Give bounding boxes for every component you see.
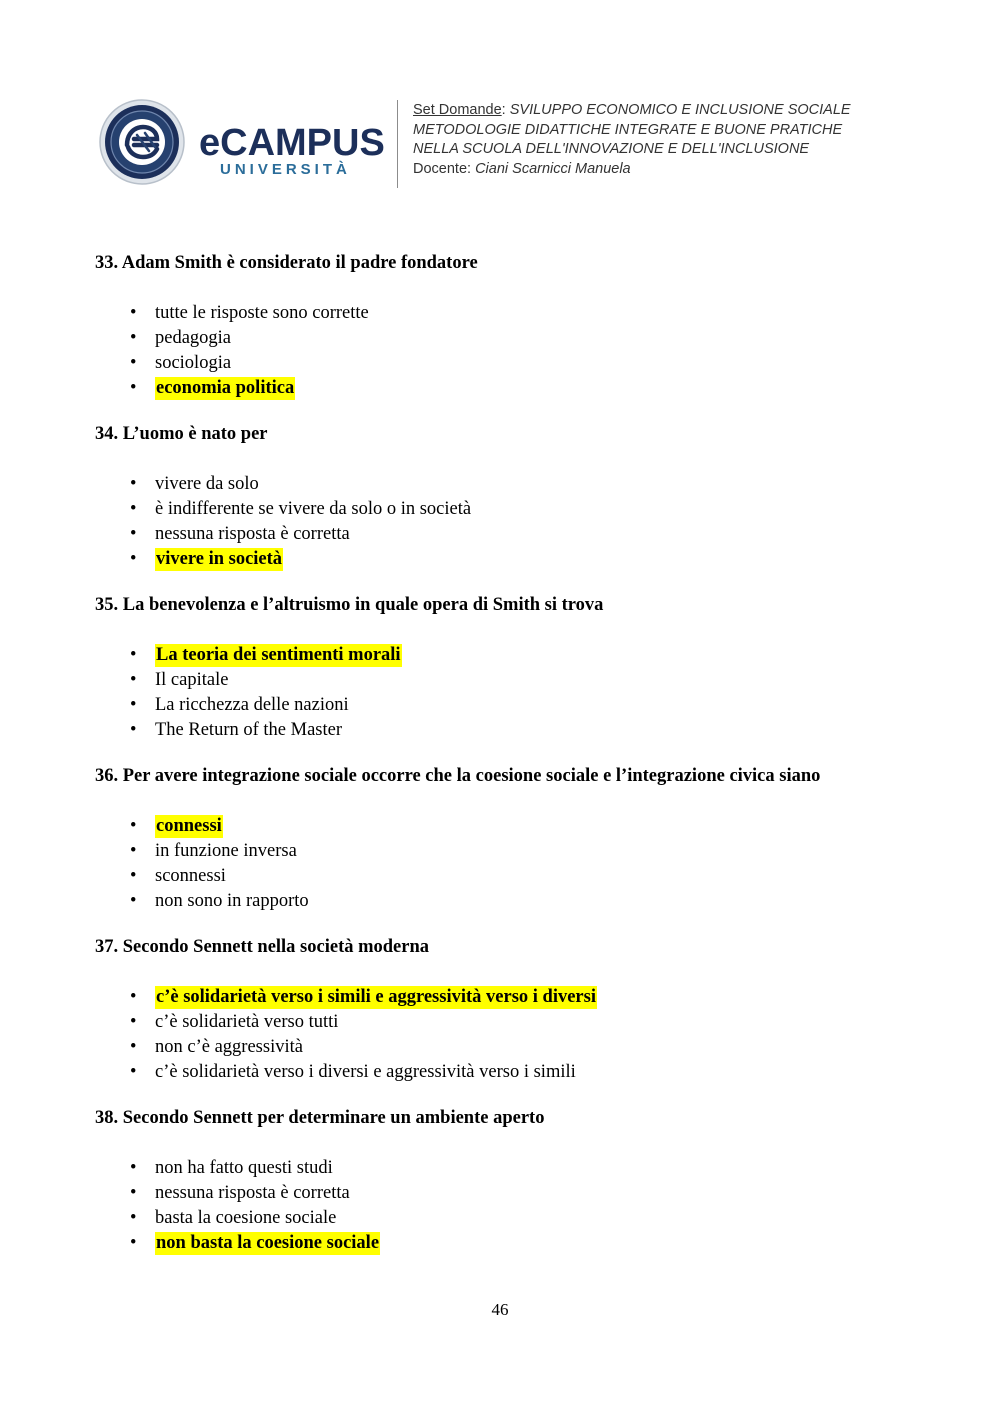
question-35 xyxy=(95,594,915,743)
bullet-icon: • xyxy=(130,303,137,323)
answer-text: in funzione inversa xyxy=(155,841,297,861)
question-title: 38. Secondo Sennett per determinare un ambiente aperto xyxy=(95,1108,545,1128)
bullet-icon: • xyxy=(130,645,137,665)
bullet-icon: • xyxy=(130,695,137,715)
answer-item-correct xyxy=(95,547,915,572)
question-33 xyxy=(95,252,915,401)
spacer xyxy=(95,401,915,423)
question-title: 36. Per avere integrazione sociale occorre che la coesione sociale e l’integrazione civica siano xyxy=(95,766,821,786)
answer-text: nessuna risposta è corretta xyxy=(155,1183,350,1203)
answer-text: basta la coesione sociale xyxy=(155,1208,337,1228)
bullet-icon: • xyxy=(130,891,137,911)
answer-item xyxy=(95,301,915,326)
answer-item-correct xyxy=(95,985,915,1010)
question-title: 34. L’uomo è nato per xyxy=(95,424,268,444)
bullet-icon: • xyxy=(130,670,137,690)
bullet-icon: • xyxy=(130,353,137,373)
answer-item xyxy=(95,326,915,351)
header-course-info xyxy=(413,101,893,179)
answer-item xyxy=(95,1156,915,1181)
ecampus-subtitle: UNIVERSITÀ xyxy=(220,161,351,178)
answer-item xyxy=(95,1035,915,1060)
question-37 xyxy=(95,936,915,1085)
set-line xyxy=(413,101,893,121)
spacer xyxy=(95,1085,915,1107)
spacer xyxy=(95,572,915,594)
teacher-name: Ciani Scarnicci Manuela xyxy=(475,160,631,177)
answer-item xyxy=(95,839,915,864)
answer-item xyxy=(95,718,915,743)
question-title: 35. La benevolenza e l’altruismo in quale opera di Smith si trova xyxy=(95,595,604,615)
answer-text: The Return of the Master xyxy=(155,720,342,740)
question-36 xyxy=(95,765,915,914)
bullet-icon: • xyxy=(130,1233,137,1253)
answer-text: non c’è aggressività xyxy=(155,1037,303,1057)
page-header xyxy=(96,96,896,192)
answer-item xyxy=(95,351,915,376)
answer-list xyxy=(95,301,915,401)
answer-item xyxy=(95,497,915,522)
bullet-icon: • xyxy=(130,1158,137,1178)
answer-text: c’è solidarietà verso i diversi e aggressività verso i simili xyxy=(155,1062,576,1082)
answer-text: sconnessi xyxy=(155,866,226,886)
bullet-icon: • xyxy=(130,720,137,740)
header-divider xyxy=(397,100,398,188)
question-34 xyxy=(95,423,915,572)
bullet-icon: • xyxy=(130,1208,137,1228)
answer-text: tutte le risposte sono corrette xyxy=(155,303,369,323)
answer-item xyxy=(95,1060,915,1085)
correct-answer-text: La teoria dei sentimenti morali xyxy=(156,645,401,665)
answer-item xyxy=(95,1181,915,1206)
spacer xyxy=(95,743,915,765)
set-label: Set Domande xyxy=(413,102,502,118)
question-list xyxy=(95,252,915,1256)
bullet-icon: • xyxy=(130,499,137,519)
bullet-icon: • xyxy=(130,987,137,1007)
answer-text: c’è solidarietà verso tutti xyxy=(155,1012,339,1032)
answer-item-correct xyxy=(95,1231,915,1256)
answer-text: è indifferente se vivere da solo o in società xyxy=(155,499,472,519)
correct-answer-text: non basta la coesione sociale xyxy=(156,1233,380,1253)
teacher-line xyxy=(413,160,893,180)
answer-item-correct xyxy=(95,814,915,839)
question-title: 37. Secondo Sennett nella società moderna xyxy=(95,937,430,957)
bullet-icon: • xyxy=(130,1037,137,1057)
correct-answer-text: economia politica xyxy=(156,378,295,398)
answer-item xyxy=(95,864,915,889)
teacher-label: Docente: xyxy=(413,160,476,177)
question-38 xyxy=(95,1107,915,1256)
course-line-2: NELLA SCUOLA DELL'INNOVAZIONE E DELL'INCLUSIONE xyxy=(413,141,810,157)
ecampus-seal-logo xyxy=(99,99,185,185)
answer-text: pedagogia xyxy=(155,328,232,348)
bullet-icon: • xyxy=(130,474,137,494)
answer-item xyxy=(95,693,915,718)
answer-text: non sono in rapporto xyxy=(155,891,309,911)
answer-item xyxy=(95,472,915,497)
answer-text: vivere da solo xyxy=(155,474,259,494)
answer-text: sociologia xyxy=(155,353,232,373)
answer-text: non ha fatto questi studi xyxy=(155,1158,333,1178)
answer-item xyxy=(95,889,915,914)
question-title: 33. Adam Smith è considerato il padre fondatore xyxy=(95,253,478,273)
spacer xyxy=(95,914,915,936)
set-title: SVILUPPO ECONOMICO E INCLUSIONE SOCIALE xyxy=(509,102,851,118)
bullet-icon: • xyxy=(130,866,137,886)
answer-item-correct xyxy=(95,643,915,668)
bullet-icon: • xyxy=(130,549,137,569)
course-line-1: METODOLOGIE DIDATTICHE INTEGRATE E BUONE PRATICHE xyxy=(413,121,843,138)
bullet-icon: • xyxy=(130,1183,137,1203)
bullet-icon: • xyxy=(130,841,137,861)
correct-answer-text: c’è solidarietà verso i simili e aggressività verso i diversi xyxy=(156,987,596,1007)
bullet-icon: • xyxy=(130,524,137,544)
ecampus-wordmark: eCAMPUS xyxy=(199,122,385,164)
answer-text: nessuna risposta è corretta xyxy=(155,524,350,544)
answer-text: La ricchezza delle nazioni xyxy=(155,695,349,715)
answer-item xyxy=(95,1010,915,1035)
correct-answer-text: vivere in società xyxy=(156,549,283,569)
bullet-icon: • xyxy=(130,378,137,398)
answer-list xyxy=(95,472,915,572)
set-separator: : xyxy=(501,102,510,118)
answer-item xyxy=(95,1206,915,1231)
answer-item xyxy=(95,522,915,547)
answer-text: Il capitale xyxy=(155,670,229,690)
bullet-icon: • xyxy=(130,328,137,348)
bullet-icon: • xyxy=(130,1062,137,1082)
answer-list xyxy=(95,1156,915,1256)
bullet-icon: • xyxy=(130,816,137,836)
answer-list xyxy=(95,814,915,914)
correct-answer-text: connessi xyxy=(156,816,222,836)
bullet-icon: • xyxy=(130,1012,137,1032)
answer-item xyxy=(95,668,915,693)
answer-item-correct xyxy=(95,376,915,401)
answer-list xyxy=(95,985,915,1085)
page-number: 46 xyxy=(491,1300,509,1319)
answer-list xyxy=(95,643,915,743)
